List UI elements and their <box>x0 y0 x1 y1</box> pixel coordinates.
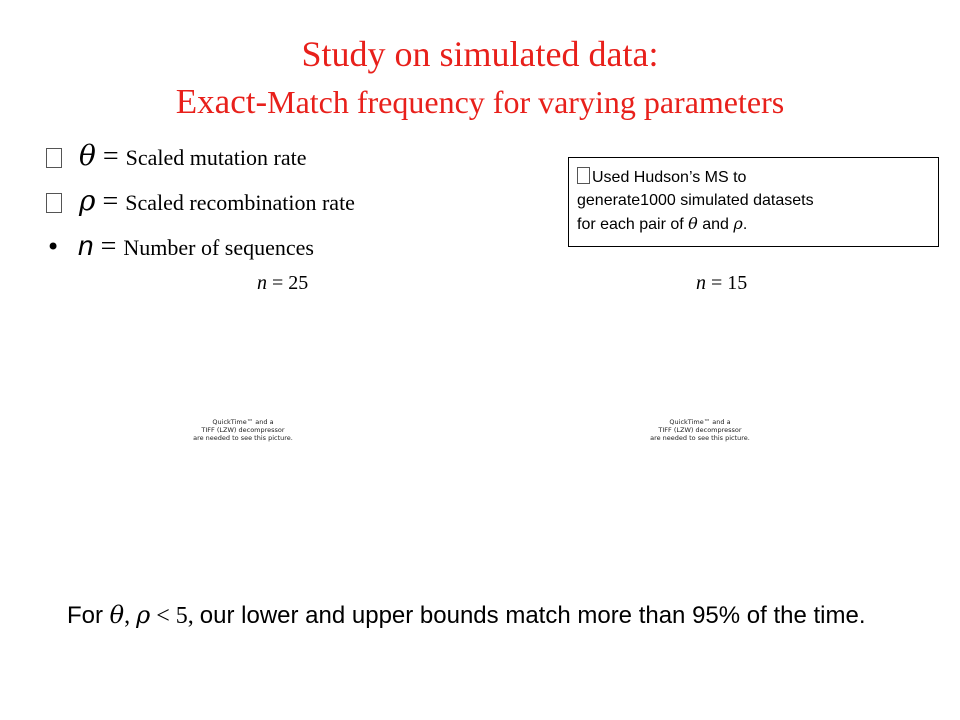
conclusion-part: For <box>67 602 110 629</box>
note-text: . <box>742 216 748 233</box>
note-text: Used Hudson’s MS to <box>592 169 747 186</box>
placeholder-line: are needed to see this picture. <box>650 434 750 442</box>
note-line2: generate1000 simulated datasets <box>577 192 814 209</box>
slide-title-line2 <box>0 80 960 124</box>
inequality: < 5, <box>150 603 200 629</box>
slide-title-line1: Study on simulated data: <box>301 34 659 74</box>
bullet-description: Scaled recombination rate <box>125 190 355 215</box>
equals-sign: = <box>95 186 126 217</box>
conclusion-text <box>67 598 907 634</box>
placeholder-line: TIFF (LZW) decompressor <box>201 426 285 434</box>
note-line3 <box>577 212 932 236</box>
n-variable: n <box>696 272 706 294</box>
rho-symbol: ρ <box>79 184 96 217</box>
n-value: = 25 <box>267 272 309 294</box>
bullet-box-icon <box>46 193 62 213</box>
image-placeholder-n15 <box>645 418 755 442</box>
placeholder-line: QuickTime™ and a <box>212 418 274 426</box>
note-text: and <box>697 216 734 233</box>
rho-symbol: ρ <box>733 214 743 233</box>
parameter-list <box>46 133 355 268</box>
method-note-box <box>568 157 939 247</box>
bullet-rho <box>46 178 355 223</box>
plot-label-n25 <box>257 272 308 295</box>
n-variable: n <box>257 272 267 294</box>
n-symbol: n <box>78 230 94 261</box>
bullet-box-icon <box>46 148 62 168</box>
bullet-n <box>46 223 355 268</box>
conclusion-part: , <box>124 603 137 629</box>
title-exact: Exact- <box>175 82 268 121</box>
note-box-icon <box>577 167 590 184</box>
theta-symbol: θ <box>79 139 96 172</box>
bullet-description: Number of sequences <box>123 235 314 260</box>
bullet-description: Scaled mutation rate <box>125 145 307 170</box>
conclusion-part: our lower and upper bounds match more than 95% of the time. <box>199 602 866 629</box>
n-value: = 15 <box>706 272 748 294</box>
rho-symbol: ρ <box>136 601 151 629</box>
equals-sign: = <box>93 231 124 262</box>
plot-label-n15 <box>696 272 747 295</box>
placeholder-line: QuickTime™ and a <box>669 418 731 426</box>
theta-symbol: θ <box>109 601 125 629</box>
placeholder-line: are needed to see this picture. <box>193 434 293 442</box>
theta-symbol: θ <box>688 214 698 233</box>
title-rest: Match frequency for varying parameters <box>267 84 785 120</box>
image-placeholder-n25 <box>188 418 298 442</box>
note-line1 <box>577 166 932 189</box>
bullet-dot-icon: • <box>46 233 61 261</box>
equals-sign: = <box>95 141 126 172</box>
placeholder-line: TIFF (LZW) decompressor <box>658 426 742 434</box>
bullet-theta <box>46 133 355 178</box>
note-text: for each pair of <box>577 216 689 233</box>
